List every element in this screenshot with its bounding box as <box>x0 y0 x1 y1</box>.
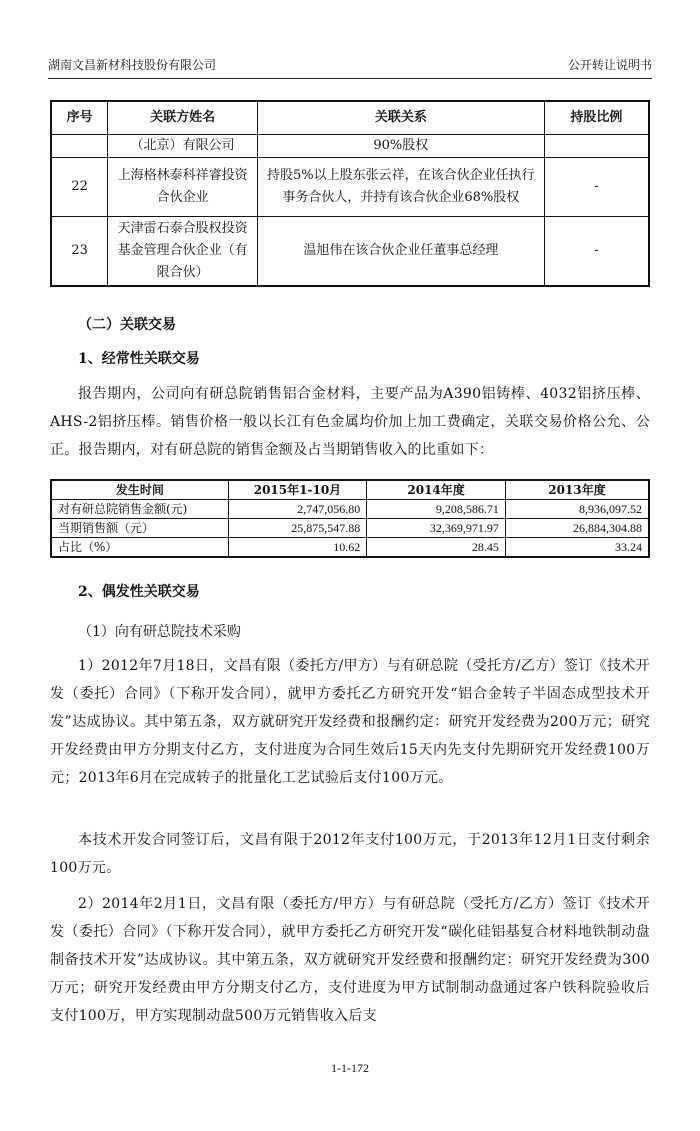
paragraph: 报告期内，公司向有研总院销售铝合金材料，主要产品为A390铝铸棒、4032铝挤压棒、AHS-2铝挤压棒。销售价格一般以长江有色金属均价加上加工费确定，关联交易价格公允、公正。报告期内，对有研总院的销售金额及占当期销售收入的比重如下： <box>50 386 650 458</box>
table-row <box>51 158 649 217</box>
company-name: 湖南文昌新材科技股份有限公司 <box>48 58 217 72</box>
table-row <box>51 538 649 558</box>
table-row <box>51 500 649 519</box>
cell-relation: 温旭伟在该合伙企业任董事总经理 <box>257 217 544 287</box>
cell-ratio <box>544 135 649 158</box>
cell-2015: 25,875,547.88 <box>228 519 367 538</box>
paragraph: 本技术开发合同签订后，文昌有限于2012年支付100万元，于2013年12月1日支付剩余100万元。 <box>50 832 650 876</box>
related-party-table <box>50 100 650 287</box>
subsection-heading: 2、偶发性关联交易 <box>78 584 200 600</box>
table-header-row <box>51 101 649 135</box>
col-header-relation: 关联关系 <box>257 101 544 135</box>
cell-2013: 26,884,304.88 <box>505 519 649 538</box>
section-heading: （二）关联交易 <box>78 317 176 333</box>
table-header-row <box>51 480 649 500</box>
table-row <box>51 135 649 158</box>
cell-relation: 90%股权 <box>257 135 544 158</box>
col-header-ratio: 持股比例 <box>544 101 649 135</box>
cell-name: 上海格林泰科祥睿投资合伙企业 <box>108 158 258 217</box>
cell-ratio: - <box>544 217 649 287</box>
col-header-2013: 2013年度 <box>505 480 649 500</box>
document-type: 公开转让说明书 <box>567 58 652 72</box>
cell-relation: 持股5%以上股东张云祥，在该合伙企业任执行事务合伙人，并持有该合伙企业68%股权 <box>257 158 544 217</box>
cell-2014: 9,208,586.71 <box>367 500 506 519</box>
col-header-2015: 2015年1-10月 <box>228 480 367 500</box>
page-number: 1-1-172 <box>331 1061 369 1075</box>
cell-ratio: - <box>544 158 649 217</box>
cell-no <box>51 135 108 158</box>
paragraph: 1）2012年7月18日，文昌有限（委托方/甲方）与有研总院（受托方/乙方）签订《技术开发（委托）合同》（下称开发合同），就甲方委托乙方研究开发“铝合金转子半固态成型技术开发”达成协议。其中第五条，双方就研究开发经费和报酬约定：研究开发经费为200万元；研究开发经费由甲方分期支付乙方，支付进度为合同生效后15天内先支付先期研究开发经费100万元；2013年6月在完成转子的批量化工艺试验后支付100万元。 <box>50 658 650 786</box>
cell-no: 23 <box>51 217 108 287</box>
row-label: 占比（%） <box>51 538 228 558</box>
item-heading: （1）向有研总院技术采购 <box>78 624 241 640</box>
cell-2013: 33.24 <box>505 538 649 558</box>
row-label: 对有研总院销售金额(元) <box>51 500 228 519</box>
paragraph: 2）2014年2月1日，文昌有限（委托方/甲方）与有研总院（受托方/乙方）签订《技术开发（委托）合同》（下称开发合同），就甲方委托乙方研究开发“碳化硅铝基复合材料地铁制动盘制备技术开发”达成协议。其中第五条，双方就研究开发经费和报酬约定：研究开发经费为300万元；研究开发经费由甲方分期支付乙方，支付进度为甲方试制制动盘通过客户铁科院验收后支付100万，甲方实现制动盘500万元销售收入后支 <box>50 896 650 1024</box>
cell-name: 天津雷石泰合股权投资基金管理合伙企业（有限合伙） <box>108 217 258 287</box>
cell-2015: 2,747,056.80 <box>228 500 367 519</box>
cell-no: 22 <box>51 158 108 217</box>
cell-2014: 28.45 <box>367 538 506 558</box>
col-header-period: 发生时间 <box>51 480 228 500</box>
col-header-2014: 2014年度 <box>367 480 506 500</box>
cell-2015: 10.62 <box>228 538 367 558</box>
col-header-no: 序号 <box>51 101 108 135</box>
cell-name: （北京）有限公司 <box>108 135 258 158</box>
sales-table <box>50 479 650 558</box>
cell-2014: 32,369,971.97 <box>367 519 506 538</box>
table-row <box>51 519 649 538</box>
page-header <box>48 52 652 79</box>
subsection-heading: 1、经常性关联交易 <box>78 351 200 367</box>
cell-2013: 8,936,097.52 <box>505 500 649 519</box>
row-label: 当期销售额（元） <box>51 519 228 538</box>
col-header-name: 关联方姓名 <box>108 101 258 135</box>
table-row <box>51 217 649 287</box>
